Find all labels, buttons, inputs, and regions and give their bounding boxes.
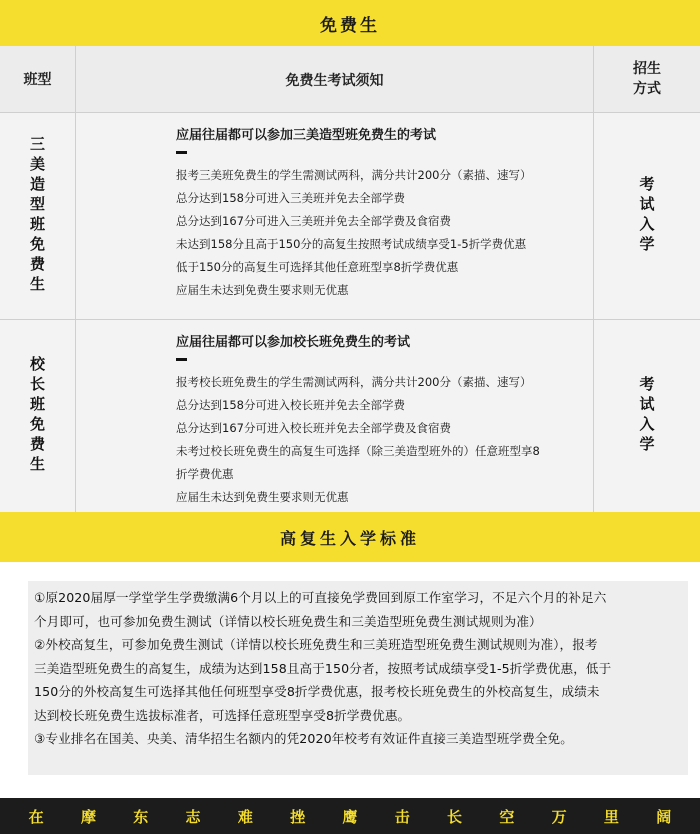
header-notice-label: 免费生考试须知 [285, 73, 384, 89]
notice-line: 总分达到158分可进入校长班并免去全部学费 [176, 398, 405, 412]
class-name: 校长班免费生 [28, 356, 46, 476]
notice-line: 总分达到158分可进入三美班并免去全部学费 [176, 191, 405, 205]
slogan-char: 击 [394, 807, 410, 826]
notice-line: 总分达到167分可进入三美班并免去全部学费及食宿费 [176, 214, 451, 228]
standards-banner-title: 高复生入学标准 [279, 528, 420, 548]
notice-line: 应届生未达到免费生要求则无优惠 [176, 490, 349, 504]
standard-line: ③专业排名在国美、央美、清华招生名额内的凭2020年校考有效证件直接三美造型班学费全免。 [34, 731, 573, 746]
standards-box [28, 581, 688, 775]
free-student-table [0, 46, 700, 512]
table-row [0, 320, 700, 512]
standard-paragraph-3 [28, 727, 688, 751]
header-method-line2: 方式 [633, 81, 661, 97]
top-banner [0, 0, 700, 46]
standards-banner [0, 512, 700, 562]
slogan-char: 摩 [80, 807, 96, 826]
class-name: 三美造型班免费生 [28, 136, 46, 296]
standard-line: ②外校高复生，可参加免费生测试（详情以校长班免费生和三美班造型班免费生测试规则为准），报考 [34, 637, 598, 652]
notice-title: 应届往届都可以参加校长班免费生的考试 [176, 335, 411, 350]
slogan-char: 长 [447, 807, 463, 826]
dash-icon [176, 151, 187, 154]
slogan-char: 志 [185, 807, 201, 826]
notice-line: 应届生未达到免费生要求则无优惠 [176, 283, 349, 297]
slogan-char: 挫 [290, 807, 306, 826]
standard-line: 个月即可，也可参加免费生测试（详情以校长班免费生和三美造型班免费生测试规则为准） [34, 613, 542, 629]
header-class-label: 班型 [23, 72, 52, 88]
slogan-char: 鹰 [342, 807, 358, 826]
slogan-char: 里 [603, 807, 619, 826]
standard-line: ①原2020届厚一学堂学生学费缴满6个月以上的可直接免学费回到原工作室学习，不足六个月的补足六 [34, 590, 607, 605]
notice-line: 未考过校长班免费生的高复生可选择（除三美造型班外的）任意班型享8 [176, 444, 540, 458]
standard-line: 150分的外校高复生可选择其他任何班型享受8折学费优惠，报考校长班免费生的外校高复生，成绩未 [34, 684, 600, 699]
notice-line: 低于150分的高复生可选择其他任意班型享8折学费优惠 [176, 260, 459, 274]
standard-line: 三美造型班免费生的高复生，成绩为达到158且高于150分者，按照考试成绩享受1-5折学费优惠，低于 [34, 660, 612, 676]
standard-paragraph-2 [28, 633, 688, 727]
slogan-char: 阔 [656, 807, 672, 826]
admission-method: 考试入学 [637, 176, 656, 256]
notice-line: 报考校长班免费生的学生需测试两科，满分共计200分（素描、速写） [176, 375, 532, 389]
dash-icon [176, 358, 187, 361]
standard-paragraph-1 [28, 581, 688, 633]
slogan-bar [0, 798, 700, 834]
slogan-char: 难 [237, 807, 253, 826]
slogan-char: 空 [499, 807, 515, 826]
admission-method: 考试入学 [637, 376, 656, 456]
header-method-line1: 招生 [633, 61, 661, 77]
top-banner-title: 免费生 [320, 15, 380, 36]
slogan-char: 在 [28, 807, 44, 826]
class-cell [0, 113, 76, 319]
notice-line: 未达到158分且高于150分的高复生按照考试成绩享受1-5折学费优惠 [176, 237, 527, 251]
header-method-cell [594, 46, 700, 112]
method-cell [594, 113, 700, 319]
class-cell [0, 320, 76, 512]
table-header-row [0, 46, 700, 113]
header-class-cell [0, 46, 76, 112]
method-cell [594, 320, 700, 512]
slogan-char: 万 [551, 807, 567, 826]
notice-line: 折学费优惠 [176, 467, 234, 481]
notice-line: 报考三美班免费生的学生需测试两科，满分共计200分（素描、速写） [176, 168, 532, 182]
notice-cell [76, 320, 594, 512]
table-row [0, 113, 700, 320]
notice-cell [76, 113, 594, 319]
notice-title: 应届往届都可以参加三美造型班免费生的考试 [176, 128, 437, 143]
notice-line: 总分达到167分可进入校长班并免去全部学费及食宿费 [176, 421, 451, 435]
standard-line: 达到校长班免费生选拔标准者，可选择任意班型享受8折学费优惠。 [34, 707, 411, 723]
header-method-label [617, 59, 677, 99]
header-notice-cell [76, 46, 594, 112]
slogan-char: 东 [133, 807, 149, 826]
